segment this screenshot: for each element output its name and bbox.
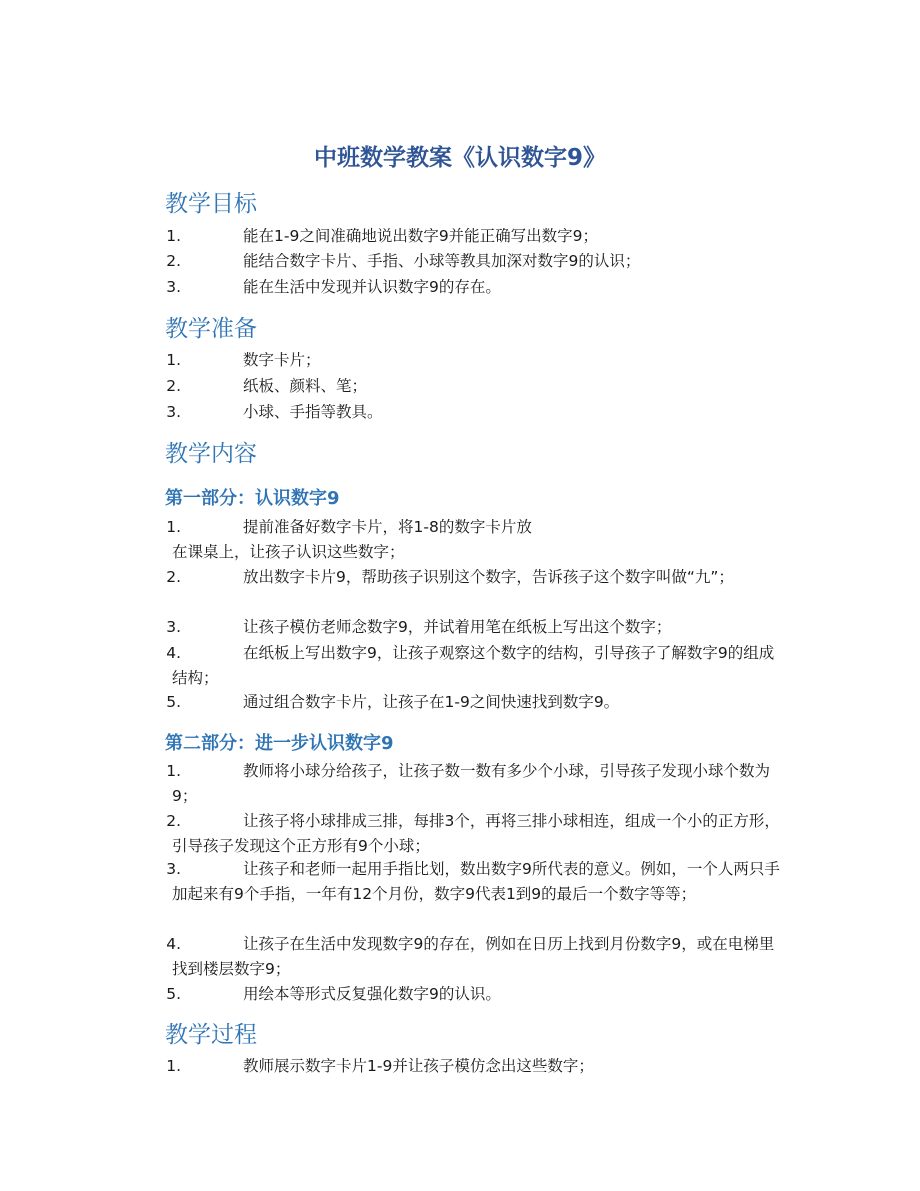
list-number: 3. bbox=[166, 278, 181, 296]
list-item bbox=[166, 275, 787, 300]
list-item bbox=[166, 224, 787, 249]
list-item bbox=[166, 348, 787, 373]
list-text: 能在生活中发现并认识数字9的存在。 bbox=[243, 278, 501, 296]
list-text: 数字卡片； bbox=[243, 351, 321, 369]
list-number: 3. bbox=[166, 403, 181, 421]
list-item bbox=[166, 641, 787, 690]
list-number: 5. bbox=[166, 985, 181, 1003]
list-number: 4. bbox=[166, 935, 181, 953]
list-item bbox=[166, 615, 787, 640]
list-item bbox=[166, 857, 787, 906]
list-number: 4. bbox=[166, 644, 181, 662]
list-number: 2. bbox=[166, 252, 181, 270]
list-text: 能结合数字卡片、手指、小球等教具加深对数字9的认识； bbox=[243, 252, 641, 270]
heading-part1: 第一部分：认识数字9 bbox=[165, 488, 340, 509]
list-number: 1. bbox=[166, 762, 181, 780]
list-text: 教师将小球分给孩子，让孩子数一数有多少个小球，引导孩子发现小球个数为9； bbox=[172, 762, 771, 805]
list-item bbox=[166, 982, 787, 1007]
list-item bbox=[166, 1054, 787, 1079]
list-text: 纸板、颜料、笔； bbox=[243, 377, 368, 395]
list-item bbox=[166, 400, 787, 425]
heading-part2: 第二部分：进一步认识数字9 bbox=[165, 733, 394, 754]
list-text: 小球、手指等教具。 bbox=[243, 403, 383, 421]
list-text: 通过组合数字卡片，让孩子在1-9之间快速找到数字9。 bbox=[243, 693, 620, 711]
list-text: 让孩子在生活中发现数字9的存在，例如在日历上找到月份数字9，或在电梯里找到楼层数字9； bbox=[172, 935, 775, 978]
list-item bbox=[166, 932, 787, 981]
heading-content: 教学内容 bbox=[165, 441, 257, 467]
list-text: 教师展示数字卡片1-9并让孩子模仿念出这些数字； bbox=[243, 1057, 594, 1075]
list-number: 5. bbox=[166, 693, 181, 711]
list-number: 3. bbox=[166, 860, 181, 878]
list-item bbox=[166, 565, 752, 590]
list-item bbox=[166, 515, 532, 564]
document-title: 中班数学教案《认识数字9》 bbox=[313, 145, 606, 171]
list-item bbox=[166, 249, 787, 274]
list-number: 1. bbox=[166, 351, 181, 369]
list-item bbox=[166, 759, 787, 808]
list-number: 1. bbox=[166, 518, 181, 536]
list-text: 在纸板上写出数字9，让孩子观察这个数字的结构，引导孩子了解数字9的组成结构； bbox=[172, 644, 775, 687]
list-item bbox=[166, 809, 787, 858]
list-number: 3. bbox=[166, 618, 181, 636]
list-number: 2. bbox=[166, 377, 181, 395]
list-item bbox=[166, 690, 787, 715]
list-number: 2. bbox=[166, 568, 181, 586]
list-text: 用绘本等形式反复强化数字9的认识。 bbox=[243, 985, 501, 1003]
list-number: 1. bbox=[166, 227, 181, 245]
heading-goals: 教学目标 bbox=[165, 191, 257, 217]
list-text: 让孩子和老师一起用手指比划，数出数字9所代表的意义。例如，一个人两只手加起来有9个手指，一年有12个月份，数字9代表1到9的最后一个数字等等； bbox=[172, 860, 780, 903]
list-text: 放出数字卡片9，帮助孩子识别这个数字，告诉孩子这个数字叫做“九”； bbox=[243, 568, 734, 586]
heading-prep: 教学准备 bbox=[165, 316, 257, 342]
list-text: 让孩子模仿老师念数字9，并试着用笔在纸板上写出这个数字； bbox=[243, 618, 672, 636]
list-text: 能在1-9之间准确地说出数字9并能正确写出数字9； bbox=[243, 227, 599, 245]
heading-process: 教学过程 bbox=[165, 1022, 257, 1048]
list-number: 1. bbox=[166, 1057, 181, 1075]
list-text: 让孩子将小球排成三排，每排3个，再将三排小球相连，组成一个小的正方形，引导孩子发现这个正方形有9个小球； bbox=[172, 812, 780, 855]
list-item bbox=[166, 374, 787, 399]
list-text: 提前准备好数字卡片，将1-8的数字卡片放在课桌上，让孩子认识这些数字； bbox=[172, 518, 532, 561]
list-number: 2. bbox=[166, 812, 181, 830]
